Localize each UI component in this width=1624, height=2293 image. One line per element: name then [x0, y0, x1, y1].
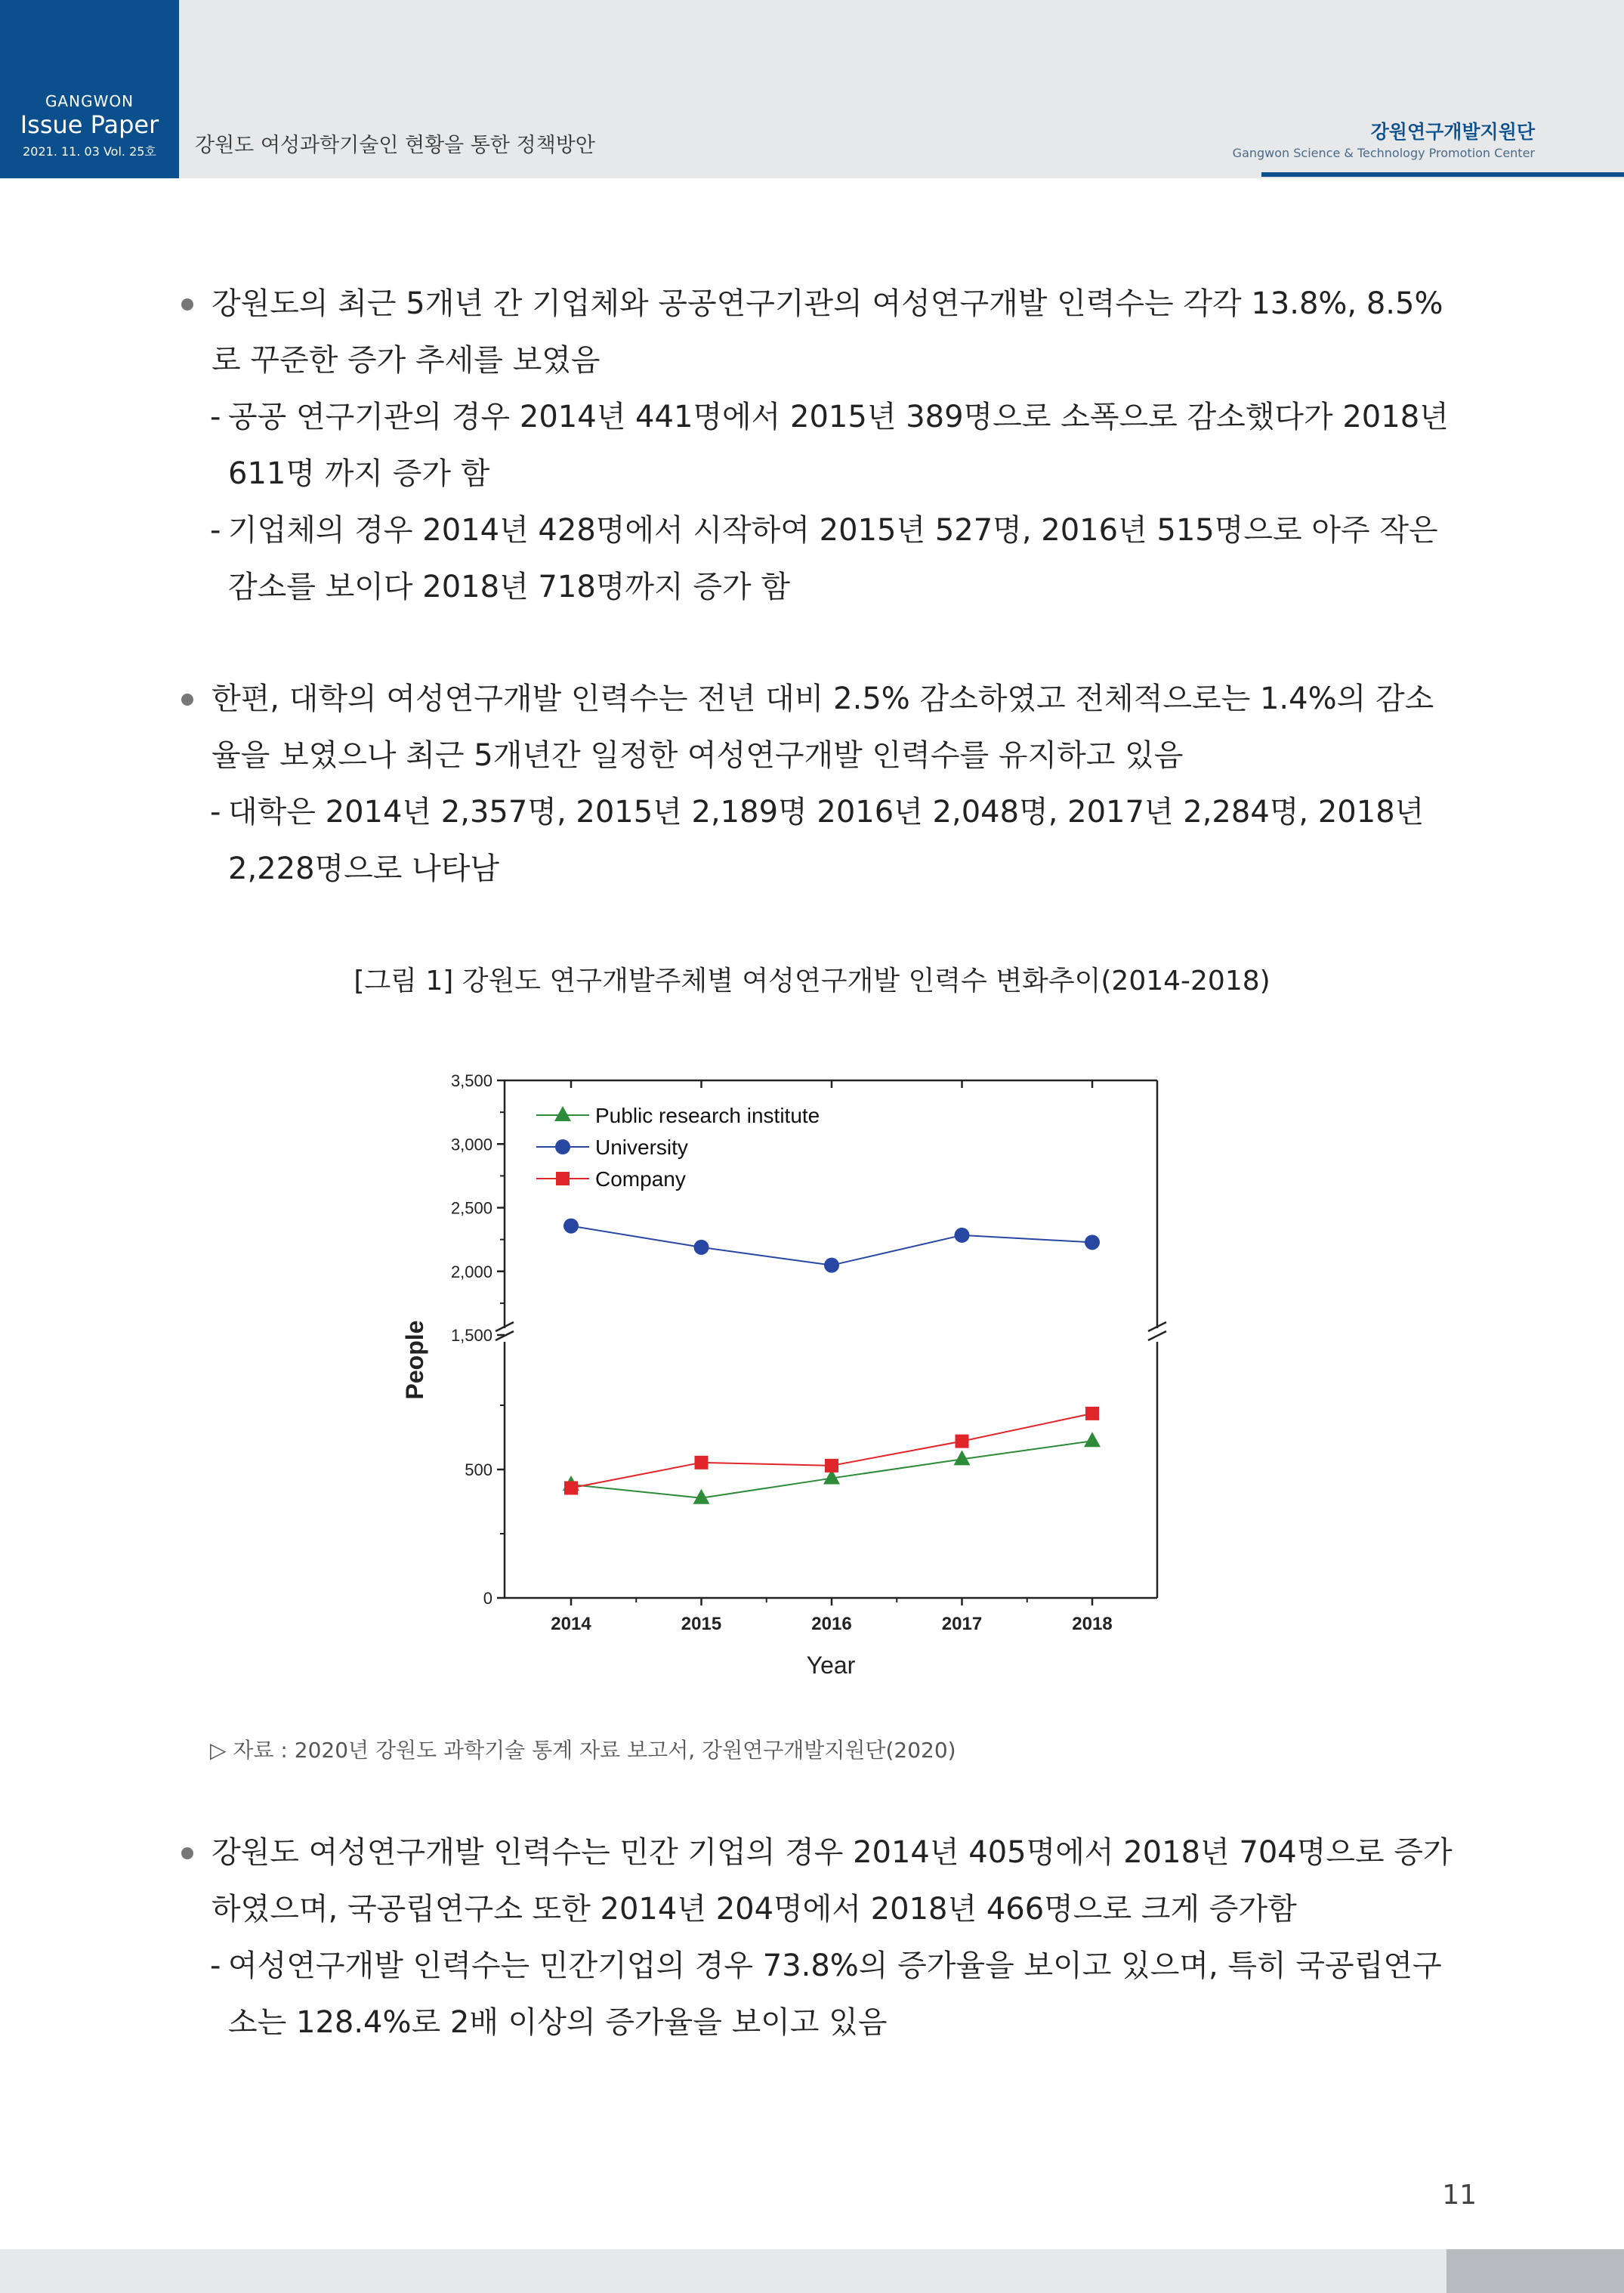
page-footer-bar — [0, 2249, 1446, 2293]
page-footer-accent — [1446, 2249, 1624, 2293]
sub-item-text: 공공 연구기관의 경우 2014년 441명에서 2015년 389명으로 소폭으로 감소했다가 2018년 611명 까지 증가 함 — [228, 400, 1449, 491]
y-tick-label: 3,500 — [450, 1071, 492, 1090]
figure-title: [그림 1] 강원도 연구개발주체별 여성연구개발 인력수 변화추이(2014-2018) — [354, 966, 1270, 997]
bullet-text: 강원도 여성연구개발 인력수는 민간 기업의 경우 2014년 405명에서 2018년 704명으로 증가하였으며, 국공립연구소 또한 2014년 204명에서 2018년 466명으로 크게 증가함 — [211, 1835, 1453, 1927]
data-point-university — [824, 1258, 839, 1273]
issue-number: 2021. 11. 03 Vol. 25호 — [23, 144, 156, 159]
x-tick-label: 2018 — [1072, 1614, 1113, 1634]
bullet-paragraph — [181, 1825, 1458, 1938]
legend-label: University — [595, 1136, 688, 1159]
y-tick-label: 3,000 — [450, 1135, 492, 1154]
data-point-company — [1085, 1407, 1099, 1420]
page-number: 11 — [1442, 2180, 1477, 2211]
data-point-company — [825, 1459, 838, 1473]
y-tick-label: 2,000 — [450, 1262, 492, 1281]
data-point-university — [1085, 1235, 1100, 1250]
data-point-company — [695, 1456, 709, 1469]
x-tick-label: 2016 — [811, 1614, 852, 1634]
x-tick-label: 2014 — [551, 1614, 591, 1634]
x-axis-label: Year — [806, 1652, 856, 1679]
sub-item: - 공공 연구기관의 경우 2014년 441명에서 2015년 389명으로 소폭으로 감소했다가 2018년 611명 까지 증가 함 — [210, 389, 1464, 502]
brand-small: GANGWON — [45, 92, 134, 110]
data-point-company — [564, 1481, 578, 1494]
y-tick-label: 500 — [465, 1460, 492, 1479]
legend-label: Public research institute — [595, 1104, 820, 1127]
y-tick-label: 1,500 — [450, 1326, 492, 1345]
sub-item: - 대학은 2014년 2,357명, 2015년 2,189명 2016년 2,048명, 2017년 2,284명, 2018년 2,228명으로 나타남 — [210, 784, 1464, 898]
y-tick-label: 0 — [483, 1589, 492, 1608]
y-axis-label: People — [401, 1320, 428, 1400]
legend-marker-public-research-institute — [554, 1106, 571, 1121]
bullet-text: 한편, 대학의 여성연구개발 인력수는 전년 대비 2.5% 감소하였고 전체적으로는 1.4%의 감소율을 보였으나 최근 5개년간 일정한 여성연구개발 인력수를 유지하고 있음 — [211, 681, 1434, 773]
legend-marker-university — [555, 1139, 570, 1154]
sub-item-text: 대학은 2014년 2,357명, 2015년 2,189명 2016년 2,048명, 2017년 2,284명, 2018년 2,228명으로 나타남 — [228, 795, 1425, 886]
org-name-english: Gangwon Science & Technology Promotion Center — [1232, 146, 1535, 160]
figure-source: ▷ 자료 : 2020년 강원도 과학기술 통계 자료 보고서, 강원연구개발지원단(2020) — [210, 1738, 956, 1763]
data-point-company — [956, 1435, 969, 1448]
org-name-korean: 강원연구개발지원단 — [1370, 121, 1535, 143]
sub-item: - 기업체의 경우 2014년 428명에서 시작하여 2015년 527명, 2016년 515명으로 아주 작은 감소를 보이다 2018년 718명까지 증가 함 — [210, 502, 1464, 616]
sub-item: - 여성연구개발 인력수는 민간기업의 경우 73.8%의 증가율을 보이고 있으며, 특히 국공립연구소는 128.4%로 2배 이상의 증가율을 보이고 있음 — [210, 1938, 1464, 2051]
sub-item-text: 여성연구개발 인력수는 민간기업의 경우 73.8%의 증가율을 보이고 있으며, 특히 국공립연구소는 128.4%로 2배 이상의 증가율을 보이고 있음 — [228, 1948, 1442, 2040]
bullet-text: 강원도의 최근 5개년 간 기업체와 공공연구기관의 여성연구개발 인력수는 각각 13.8%, 8.5%로 꾸준한 증가 추세를 보였음 — [211, 286, 1443, 378]
bullet-dot-icon — [181, 1847, 193, 1859]
x-tick-label: 2017 — [941, 1614, 983, 1634]
x-tick-label: 2015 — [681, 1614, 722, 1634]
y-tick-label: 2,500 — [450, 1198, 492, 1218]
data-point-public-research-institute — [1084, 1432, 1101, 1447]
sub-item-text: 기업체의 경우 2014년 428명에서 시작하여 2015년 527명, 2016년 515명으로 아주 작은 감소를 보이다 2018년 718명까지 증가 함 — [228, 513, 1438, 604]
header-title: 강원도 여성과학기술인 현황을 통한 정책방안 — [195, 134, 595, 157]
legend-marker-company — [556, 1172, 570, 1185]
data-point-university — [955, 1228, 970, 1243]
brand-main: Issue Paper — [20, 110, 159, 139]
data-point-university — [694, 1240, 709, 1255]
legend-label: Company — [595, 1167, 686, 1191]
data-point-university — [563, 1219, 579, 1234]
